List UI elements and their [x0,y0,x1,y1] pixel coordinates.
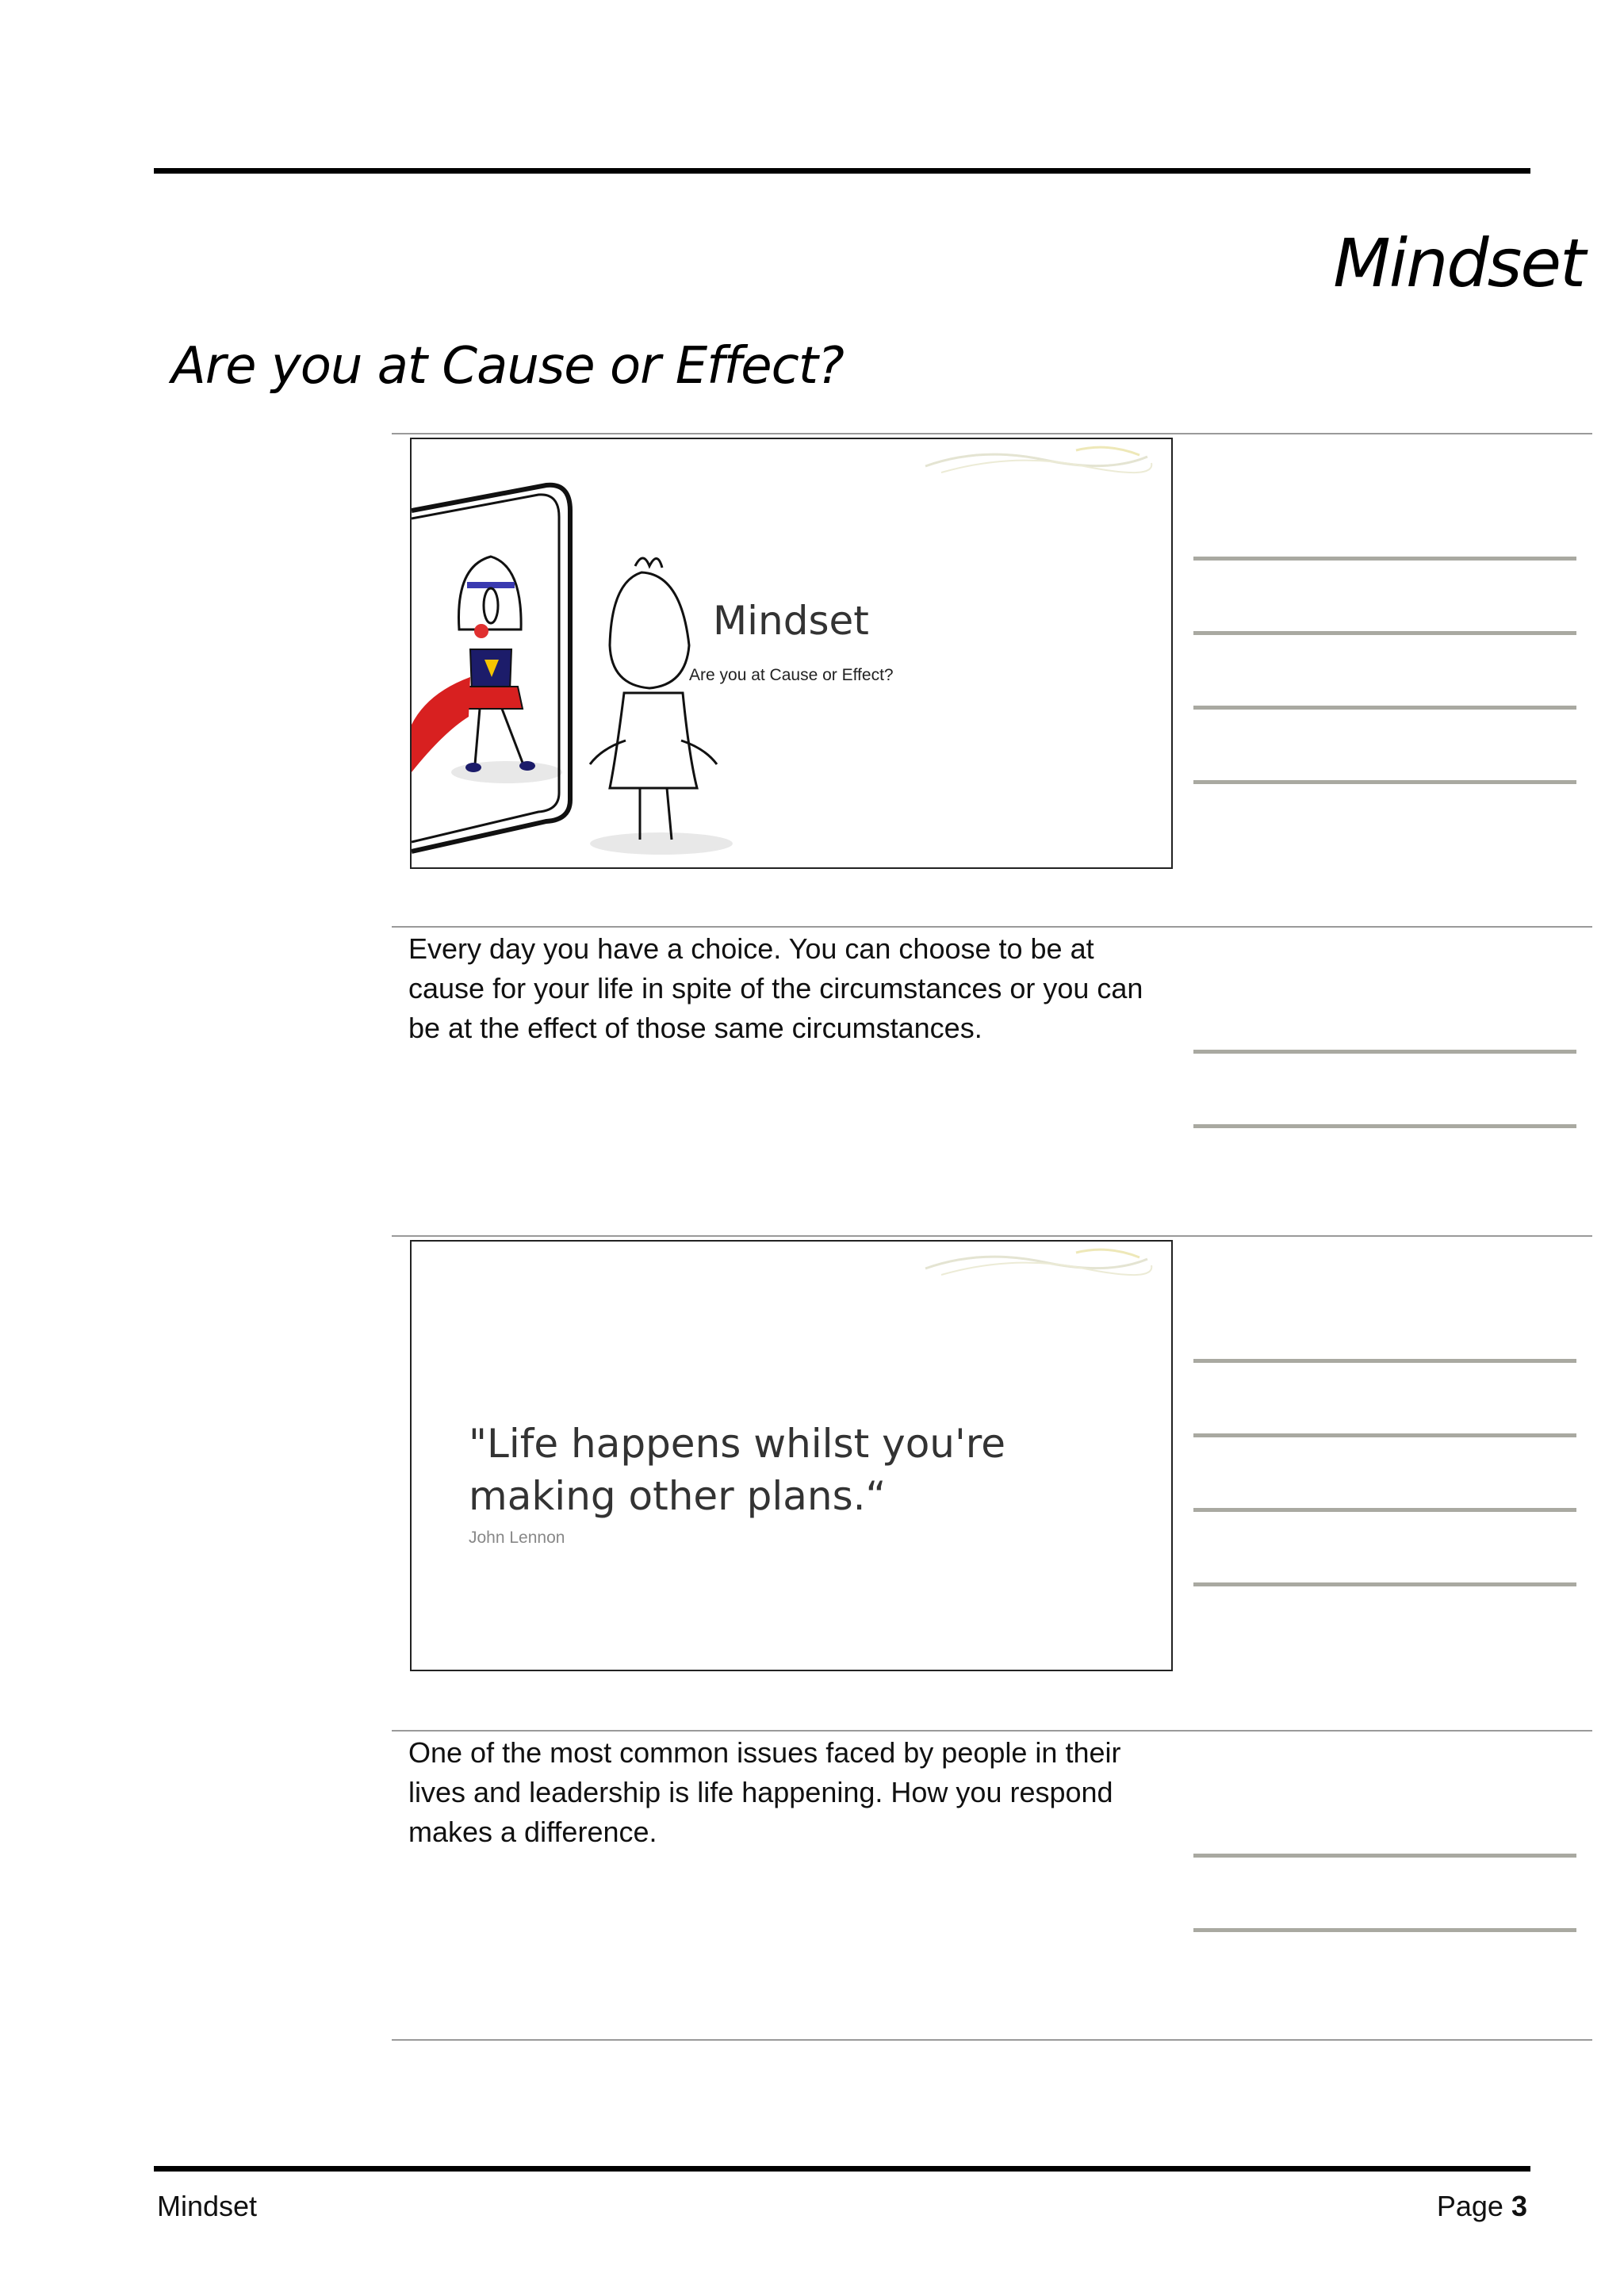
row-separator [392,1235,1592,1237]
note-line [1193,1928,1576,1932]
note-line [1193,1508,1576,1512]
note-line [1193,1124,1576,1128]
note-line [1193,1582,1576,1586]
slide-thumbnail-1 [410,438,1173,869]
paragraph-1: Every day you have a choice. You can choose to be at cause for your life in spite of the circumstances or you can be at the effect of those same circumstances. [408,932,1143,1044]
slide-1-title: Mindset [713,598,869,644]
decorative-swirl-icon [917,1245,1155,1284]
page-number [1437,2190,1527,2223]
page-number-value: 3 [1511,2190,1527,2222]
note-line [1193,706,1576,710]
row-separator [392,1730,1592,1732]
note-line [1193,1433,1576,1437]
footer-rule [154,2166,1530,2172]
note-line [1193,631,1576,635]
note-line [1193,1359,1576,1363]
header-title: Mindset [1333,224,1584,302]
section-heading: Are you at Cause or Effect? [171,337,844,396]
header-rule [154,168,1530,174]
slide-2-author: John Lennon [469,1529,565,1547]
note-line [1193,780,1576,784]
note-line [1193,1050,1576,1054]
row-separator [392,433,1592,434]
decorative-swirl-icon [917,442,1155,482]
slide-2-quote: "Life happens whilst you're making other plans.“ [469,1421,1005,1519]
note-line [1193,1854,1576,1858]
mirror-illustration-icon [412,439,745,867]
slide-thumbnail-2 [410,1240,1173,1671]
slide-1-subtitle: Are you at Cause or Effect? [689,666,894,684]
footer-title: Mindset [157,2190,258,2222]
page-label: Page [1436,2190,1503,2222]
row-separator [392,2039,1592,2041]
paragraph-2: One of the most common issues faced by people in their lives and leadership is life happening. How you respond makes a difference. [408,1736,1121,1848]
row-separator [392,926,1592,928]
note-line [1193,557,1576,561]
